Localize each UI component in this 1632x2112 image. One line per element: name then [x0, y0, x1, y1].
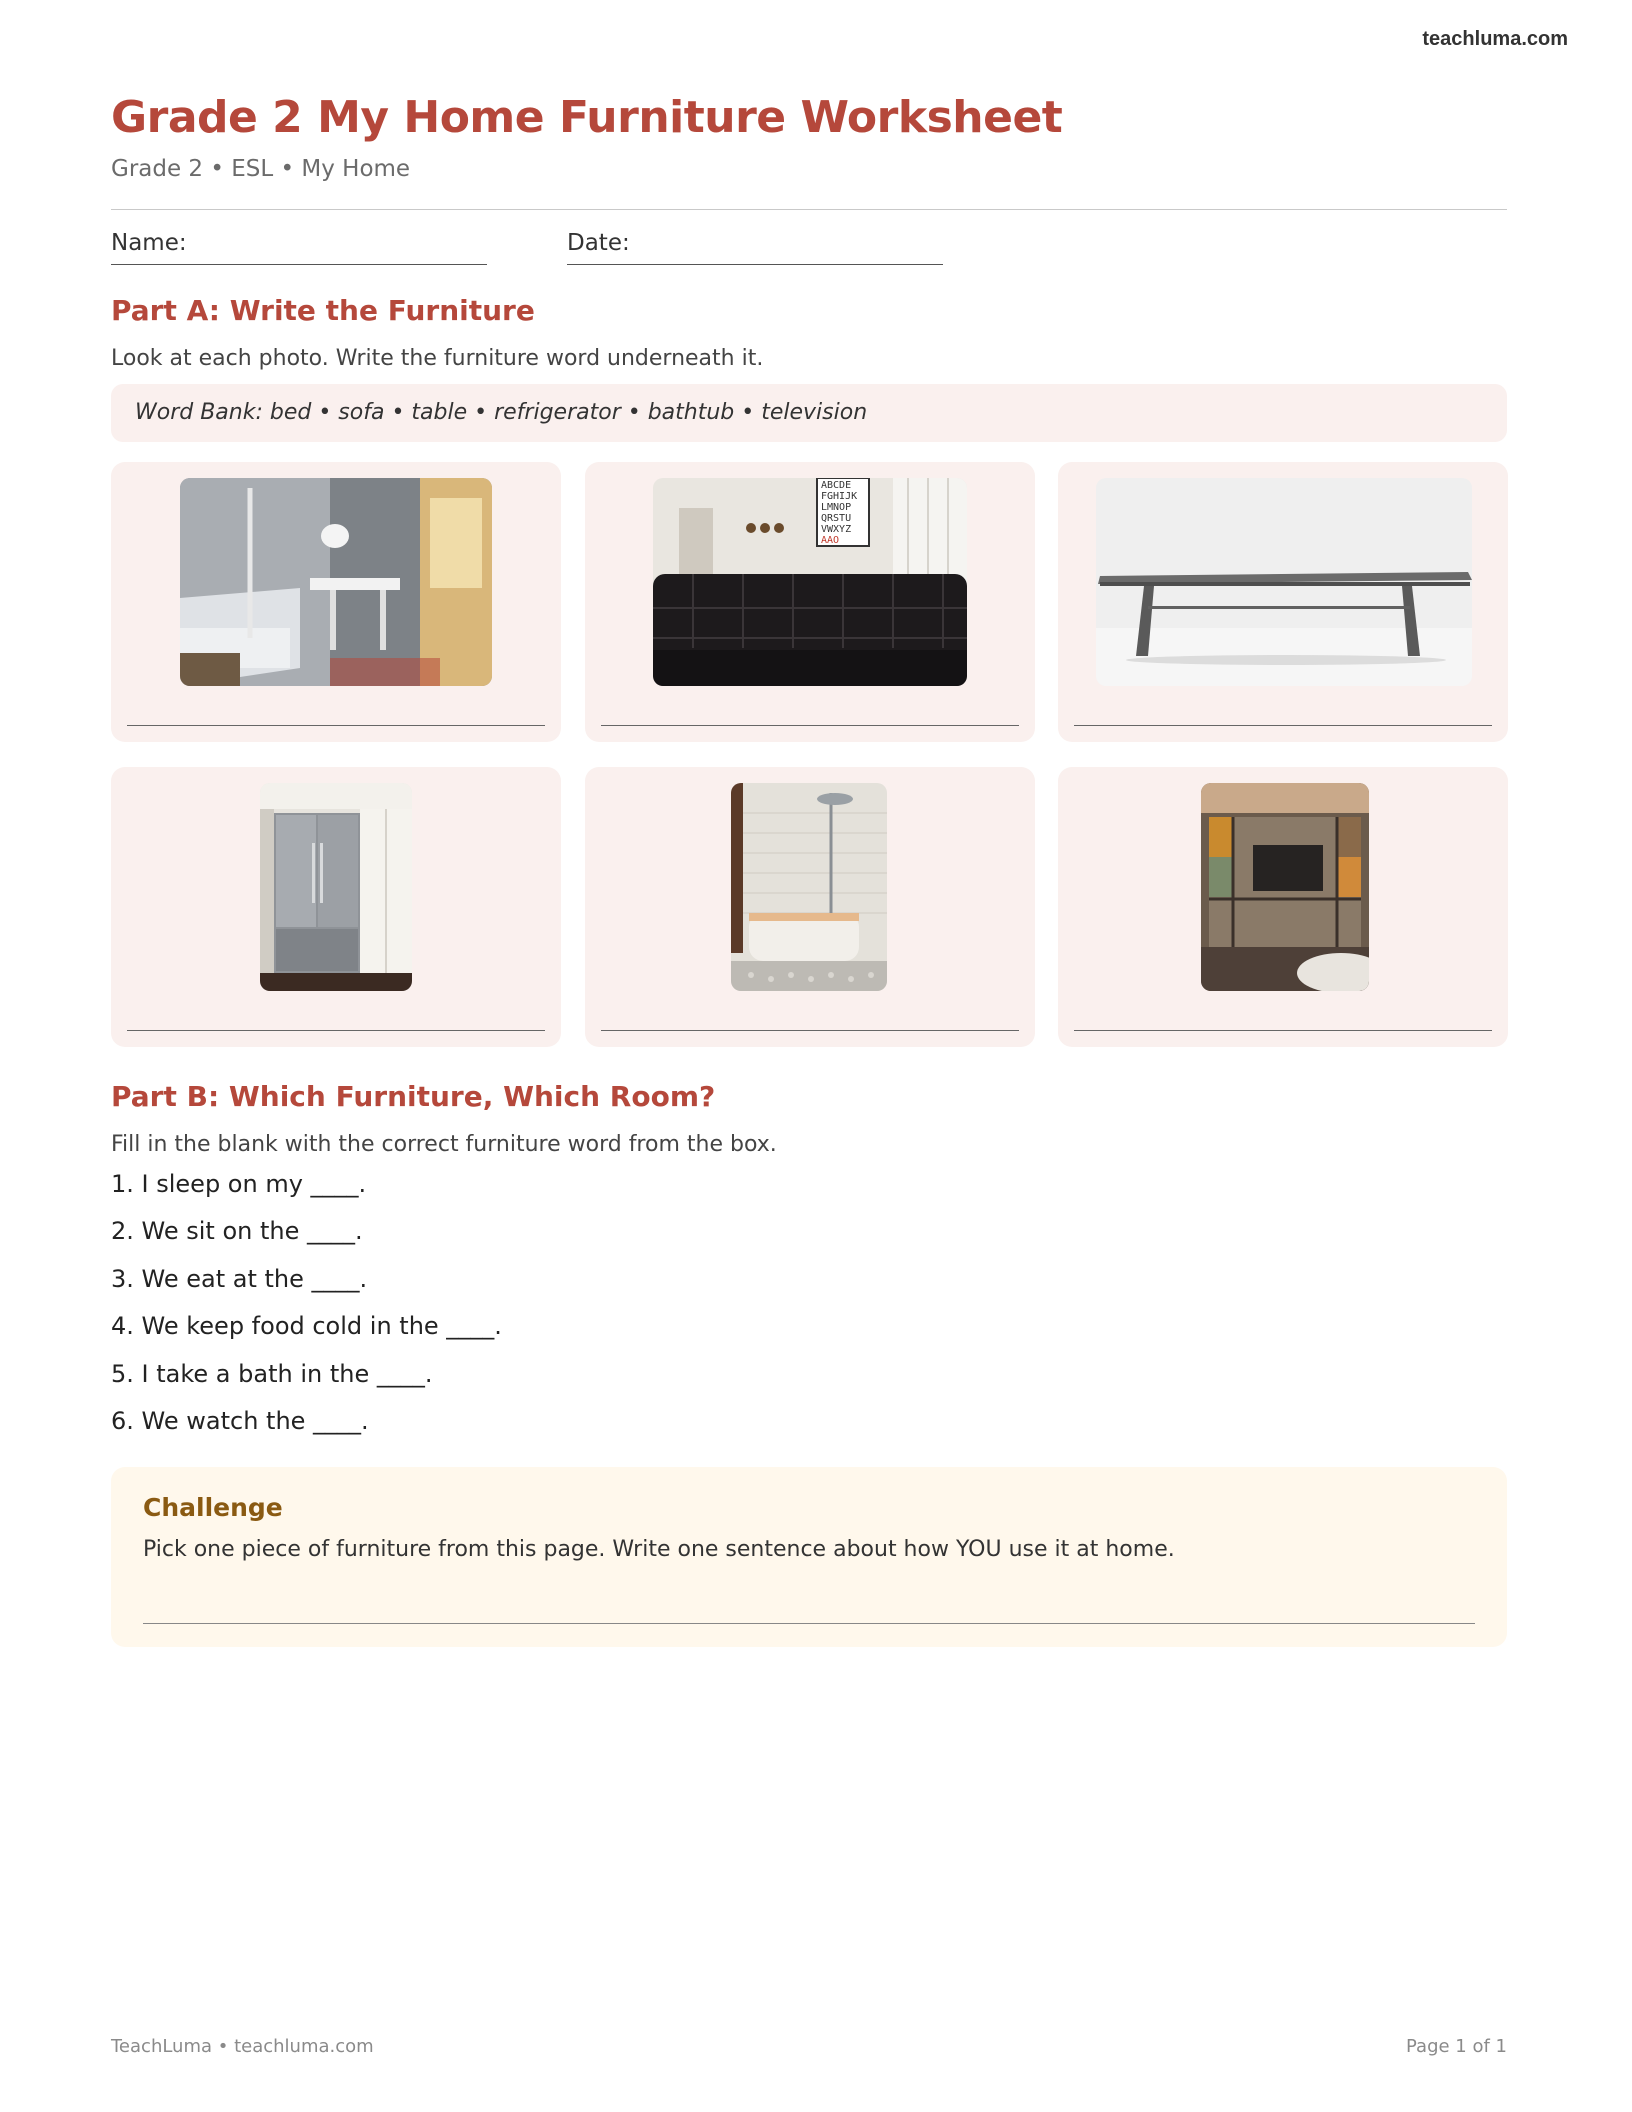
refrigerator-photo	[260, 783, 412, 991]
question-6[interactable]: 6. We watch the ____.	[111, 1407, 369, 1435]
question-4[interactable]: 4. We keep food cold in the ____.	[111, 1312, 502, 1340]
poster-row-6: AAO	[821, 535, 840, 546]
brand-link[interactable]: teachluma.com	[1422, 28, 1568, 50]
challenge-answer-line[interactable]	[143, 1623, 1475, 1624]
name-field[interactable]	[111, 230, 487, 265]
name-label: Name:	[111, 230, 187, 256]
answer-line-2[interactable]	[601, 725, 1019, 726]
sofa-photo	[653, 478, 967, 686]
word-bank: Word Bank: bed • sofa • table • refrigerator • bathtub • television	[111, 384, 1507, 442]
footer-page-number: Page 1 of 1	[1406, 2036, 1507, 2057]
header-divider	[111, 209, 1507, 210]
television-photo	[1201, 783, 1369, 991]
challenge-box	[111, 1467, 1507, 1647]
bathtub-photo	[731, 783, 887, 991]
question-3[interactable]: 3. We eat at the ____.	[111, 1265, 368, 1293]
photo-card-sofa	[585, 462, 1035, 742]
poster-row-5: VWXYZ	[821, 524, 852, 535]
part-b-heading: Part B: Which Furniture, Which Room?	[111, 1080, 716, 1113]
question-5[interactable]: 5. I take a bath in the ____.	[111, 1360, 433, 1388]
poster-row-1: ABCDE	[821, 480, 852, 491]
poster-row-3: LMNOP	[821, 502, 852, 513]
poster-row-2: FGHIJK	[821, 491, 858, 502]
answer-line-3[interactable]	[1074, 725, 1492, 726]
photo-card-bathtub	[585, 767, 1035, 1047]
answer-line-4[interactable]	[127, 1030, 545, 1031]
photo-card-table	[1058, 462, 1508, 742]
page-title: Grade 2 My Home Furniture Worksheet	[111, 92, 1063, 143]
table-photo	[1096, 478, 1472, 686]
answer-line-6[interactable]	[1074, 1030, 1492, 1031]
photo-card-bed	[111, 462, 561, 742]
challenge-text: Pick one piece of furniture from this page. Write one sentence about how YOU use it at home.	[143, 1537, 1175, 1562]
footer-left: TeachLuma • teachluma.com	[111, 2036, 374, 2057]
question-1[interactable]: 1. I sleep on my ____.	[111, 1170, 367, 1198]
page-subtitle: Grade 2 • ESL • My Home	[111, 156, 411, 182]
question-2[interactable]: 2. We sit on the ____.	[111, 1217, 363, 1245]
part-a-instruction: Look at each photo. Write the furniture word underneath it.	[111, 346, 764, 371]
challenge-title: Challenge	[143, 1493, 283, 1522]
part-a-heading: Part A: Write the Furniture	[111, 294, 535, 327]
date-label: Date:	[567, 230, 630, 256]
answer-line-1[interactable]	[127, 725, 545, 726]
photo-card-refrigerator	[111, 767, 561, 1047]
photo-card-television	[1058, 767, 1508, 1047]
bedroom-photo	[180, 478, 492, 686]
date-field[interactable]	[567, 230, 943, 265]
answer-line-5[interactable]	[601, 1030, 1019, 1031]
part-b-instruction: Fill in the blank with the correct furniture word from the box.	[111, 1132, 777, 1157]
poster-row-4: QRSTU	[821, 513, 852, 524]
